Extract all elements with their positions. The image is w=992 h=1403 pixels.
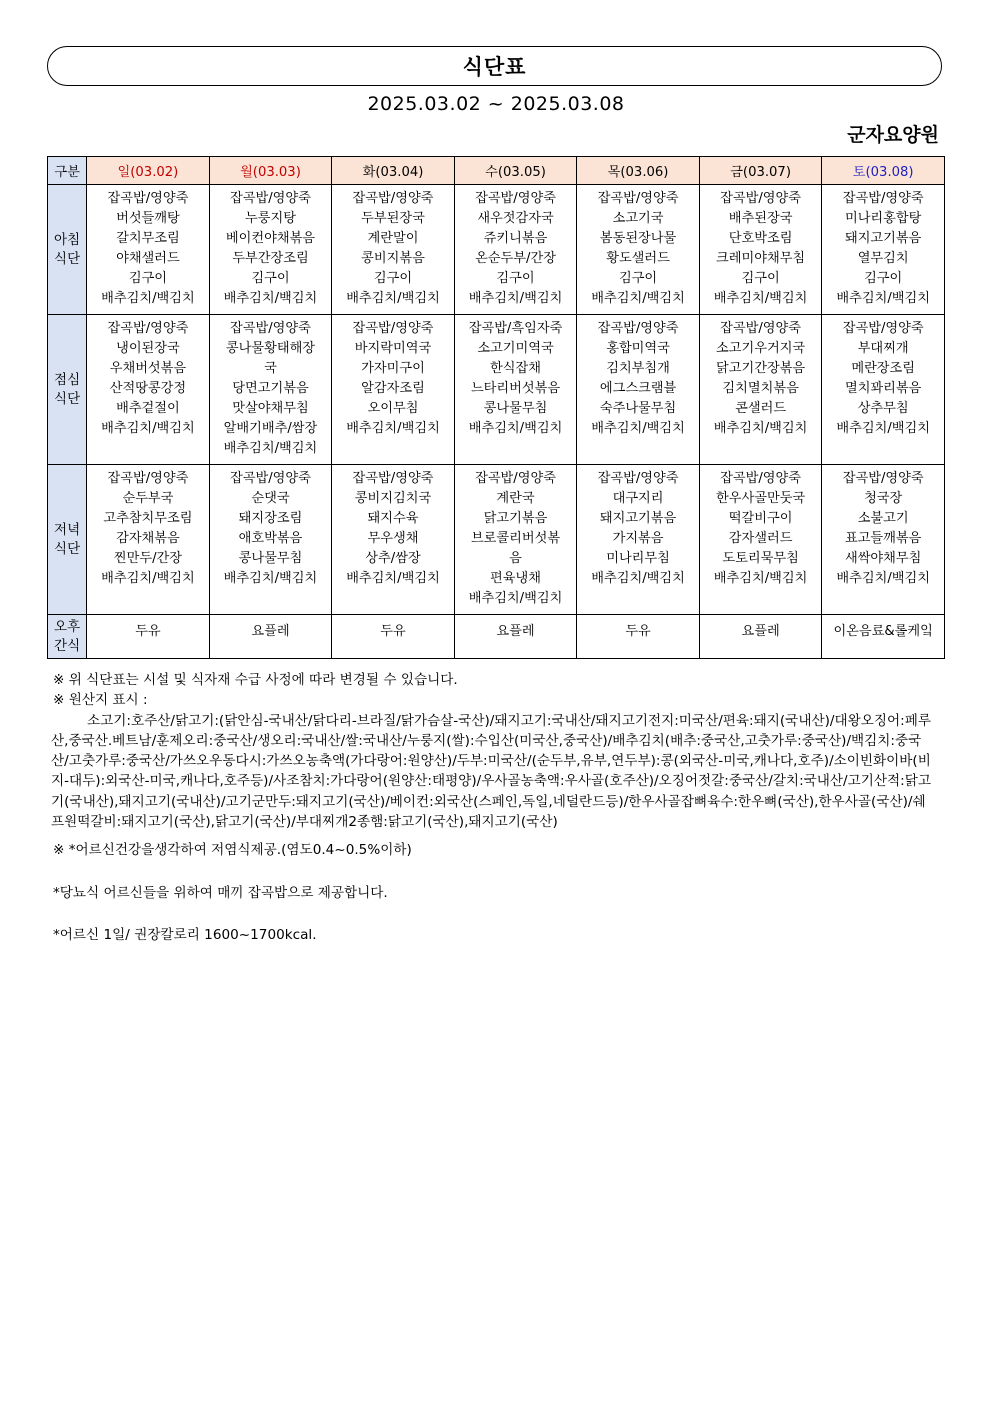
menu-item: 맛살야채무침 (232, 401, 309, 416)
menu-item: 잡곡밥/영양죽 (107, 471, 189, 486)
meal-label (48, 465, 87, 615)
day-header: 수(03.05) (454, 157, 577, 185)
menu-item: 새싹야채무침 (844, 551, 922, 566)
menu-item: 찐만두/간장 (113, 551, 182, 566)
meal-label-line: 식단 (54, 540, 81, 557)
menu-item: 콩나물무침 (238, 551, 303, 566)
menu-item: 잡곡밥/영양죽 (720, 471, 802, 486)
menu-item: 배추김치/백김치 (591, 571, 685, 586)
menu-item: 두유 (380, 624, 406, 639)
menu-item: 산적땅콩강정 (109, 381, 187, 396)
menu-item: 돼지수육 (367, 511, 419, 526)
change-notice: ※ 위 식단표는 시설 및 식자재 수급 사정에 따라 변경될 수 있습니다. (53, 672, 458, 688)
menu-item: 황도샐러드 (606, 251, 670, 266)
menu-item: 콩나물황태해장 (225, 341, 316, 356)
menu-cell (209, 185, 332, 315)
menu-cell (699, 615, 822, 659)
title-banner (47, 46, 942, 86)
menu-cell (332, 185, 455, 315)
menu-item: 요플레 (741, 624, 780, 639)
menu-item: 멸치꽈리볶음 (844, 381, 922, 396)
menu-item: 편육냉채 (490, 571, 542, 586)
meal-label-line: 식단 (54, 390, 81, 407)
menu-item: 알배기배추/쌈장 (223, 421, 318, 436)
menu-item: 음 (509, 551, 522, 566)
menu-item: 배추김치/백김치 (836, 421, 930, 436)
menu-item: 대구지리 (612, 491, 664, 506)
menu-item: 소고기미역국 (477, 341, 554, 356)
menu-item: 브로콜리버섯볶 (470, 531, 561, 546)
menu-item: 잡곡밥/영양죽 (597, 471, 679, 486)
menu-cell (454, 465, 577, 615)
menu-item: 잡곡밥/영양죽 (842, 191, 924, 206)
menu-item: 돼지장조림 (238, 511, 303, 526)
menu-item: 잡곡밥/영양죽 (107, 321, 189, 336)
menu-item: 두유 (135, 624, 161, 639)
menu-cell (577, 315, 700, 465)
menu-item: 콘샐러드 (735, 401, 787, 416)
menu-item: 미나리홍합탕 (844, 211, 922, 226)
menu-item: 이온음료&롤케잌 (833, 624, 933, 639)
menu-item: 봄동된장나물 (599, 231, 677, 246)
menu-item: 잡곡밥/영양죽 (230, 321, 311, 336)
menu-item: 부대찌개 (857, 341, 909, 356)
menu-item: 떡갈비구이 (728, 511, 793, 526)
notes-section (53, 670, 938, 945)
menu-item: 단호박조림 (728, 231, 793, 246)
menu-item: 김구이 (373, 271, 413, 286)
menu-item: 냉이된장국 (116, 341, 180, 356)
menu-item: 미나리무침 (606, 551, 670, 566)
calorie-note: *어르신 1일/ 권장칼로리 1600~1700kcal. (53, 926, 317, 943)
menu-item: 배추김치/백김치 (223, 441, 318, 456)
menu-item: 소고기우거지국 (716, 341, 806, 356)
menu-item: 배추김치/백김치 (223, 571, 318, 586)
menu-cell (209, 465, 332, 615)
day-header: 토(03.08) (822, 157, 945, 185)
menu-item: 표고들깨볶음 (844, 531, 922, 546)
menu-item: 배추된장국 (728, 211, 793, 226)
menu-item: 배추김치/백김치 (836, 291, 930, 306)
meal-label (48, 615, 87, 659)
meal-label (48, 315, 87, 465)
menu-item: 잡곡밥/영양죽 (475, 191, 556, 206)
meal-label-line: 점심 (54, 371, 81, 388)
menu-item: 베이컨야채볶음 (225, 231, 316, 246)
menu-cell (699, 315, 822, 465)
menu-cell (699, 465, 822, 615)
meal-label-line: 오후 (54, 618, 81, 635)
menu-cell (87, 615, 210, 659)
menu-item: 배추김치/백김치 (591, 421, 685, 436)
menu-item: 배추김치/백김치 (468, 291, 563, 306)
day-header: 월(03.03) (209, 157, 332, 185)
day-header: 화(03.04) (332, 157, 455, 185)
corner-label: 구분 (48, 157, 87, 185)
menu-item: 홍합미역국 (606, 341, 670, 356)
menu-item: 누룽지탕 (244, 211, 296, 226)
menu-item: 두부간장조림 (232, 251, 309, 266)
menu-item: 김구이 (618, 271, 658, 286)
menu-cell (454, 615, 577, 659)
menu-cell (822, 315, 945, 465)
menu-item: 가자미구이 (361, 361, 425, 376)
menu-item: 소불고기 (857, 511, 909, 526)
origin-heading: ※ 원산지 표시 : (53, 692, 148, 709)
menu-item: 순두부국 (122, 491, 174, 506)
menu-cell (822, 465, 945, 615)
menu-cell (332, 615, 455, 659)
menu-item: 배추김치/백김치 (346, 291, 440, 306)
menu-item: 메란장조림 (851, 361, 916, 376)
menu-item: 오이무침 (367, 401, 419, 416)
menu-item: 가지볶음 (612, 531, 664, 546)
facility-name: 군자요양원 (847, 124, 939, 146)
menu-cell (332, 315, 455, 465)
menu-item: 상추/쌈장 (365, 551, 421, 566)
menu-item: 배추김치/백김치 (346, 571, 440, 586)
day-header: 일(03.02) (87, 157, 210, 185)
low-salt-note: ※ *어르신건강을생각하여 저염식제공.(염도0.4~0.5%이하) (53, 842, 412, 859)
menu-item: 바지락미역국 (354, 341, 432, 356)
menu-cell (454, 185, 577, 315)
menu-item: 계란말이 (367, 231, 419, 246)
menu-item: 잡곡밥/영양죽 (597, 191, 679, 206)
menu-item: 배추김치/백김치 (223, 291, 318, 306)
menu-item: 잡곡밥/영양죽 (475, 471, 556, 486)
meal-label-line: 식단 (54, 250, 81, 267)
menu-item: 요플레 (251, 624, 290, 639)
menu-item: 우채버섯볶음 (109, 361, 187, 376)
menu-cell (87, 185, 210, 315)
day-header: 목(03.06) (577, 157, 700, 185)
menu-item: 잡곡밥/영양죽 (842, 471, 924, 486)
menu-item: 잡곡밥/영양죽 (352, 471, 434, 486)
menu-item: 콩나물무침 (483, 401, 548, 416)
menu-cell (332, 465, 455, 615)
menu-item: 잡곡밥/영양죽 (720, 321, 802, 336)
menu-cell (699, 185, 822, 315)
menu-item: 쥬키니볶음 (483, 231, 548, 246)
menu-cell (822, 185, 945, 315)
menu-item: 버섯들깨탕 (116, 211, 180, 226)
menu-item: 한식잡채 (490, 361, 542, 376)
menu-item: 김치멸치볶음 (722, 381, 799, 396)
menu-item: 감자채볶음 (116, 531, 180, 546)
menu-cell (209, 615, 332, 659)
menu-item: 두유 (625, 624, 651, 639)
menu-item: 잡곡밥/영양죽 (352, 321, 434, 336)
menu-item: 배추김치/백김치 (836, 571, 930, 586)
menu-item: 닭고기볶음 (483, 511, 548, 526)
menu-item: 에그스크램블 (599, 381, 677, 396)
menu-item: 느타리버섯볶음 (470, 381, 561, 396)
menu-cell (87, 465, 210, 615)
meal-label (48, 185, 87, 315)
menu-item: 배추김치/백김치 (101, 421, 195, 436)
menu-cell (577, 465, 700, 615)
menu-cell (209, 315, 332, 465)
menu-item: 잡곡밥/영양죽 (230, 191, 311, 206)
meal-label-line: 저녁 (54, 521, 81, 538)
menu-item: 잡곡밥/영양죽 (107, 191, 189, 206)
menu-item: 야채샐러드 (116, 251, 180, 266)
menu-item: 배추김치/백김치 (713, 421, 808, 436)
menu-item: 갈치무조림 (116, 231, 180, 246)
menu-item: 국 (264, 361, 277, 376)
menu-item: 김구이 (864, 271, 903, 286)
menu-item: 온순두부/간장 (475, 251, 556, 266)
menu-item: 잡곡밥/영양죽 (352, 191, 434, 206)
menu-item: 크레미야채무침 (716, 251, 806, 266)
breakfast-row (48, 185, 945, 315)
page-title: 식단표 (462, 55, 527, 79)
menu-item: 잡곡밥/흑임자죽 (468, 321, 563, 336)
menu-item: 당면고기볶음 (232, 381, 309, 396)
menu-item: 김구이 (128, 271, 168, 286)
menu-item: 두부된장국 (361, 211, 425, 226)
menu-item: 새우젓감자국 (477, 211, 554, 226)
menu-item: 배추겉절이 (116, 401, 180, 416)
menu-item: 배추김치/백김치 (713, 571, 808, 586)
menu-item: 김구이 (496, 271, 535, 286)
menu-item: 도토리묵무침 (722, 551, 799, 566)
snack-row (48, 615, 945, 659)
menu-cell (454, 315, 577, 465)
menu-item: 숙주나물무침 (599, 401, 677, 416)
menu-item: 배추김치/백김치 (591, 291, 685, 306)
menu-item: 배추김치/백김치 (101, 291, 195, 306)
menu-item: 계란국 (496, 491, 535, 506)
day-header: 금(03.07) (699, 157, 822, 185)
menu-item: 돼지고기볶음 (599, 511, 677, 526)
lunch-row (48, 315, 945, 465)
day-header-row (48, 157, 945, 185)
menu-item: 열무김치 (857, 251, 909, 266)
menu-item: 김구이 (741, 271, 780, 286)
date-range: 2025.03.02 ~ 2025.03.08 (367, 93, 625, 115)
menu-table (47, 156, 945, 659)
menu-item: 한우사골만둣국 (716, 491, 806, 506)
menu-item: 잡곡밥/영양죽 (597, 321, 679, 336)
dinner-row (48, 465, 945, 615)
menu-cell (577, 185, 700, 315)
menu-item: 무우생채 (367, 531, 419, 546)
origin-text: 소고기:호주산/닭고기:(닭안심-국내산/닭다리-브라질/닭가슴살-국산)/돼지고기:국내산/돼지고기전지:미국산/편육:돼지(국내산)/대왕오징어:페루산,중국산.베트남/훈제오리:중국산/생오리:국내산/쌀:국내산/누룽지(쌀):수입산(미국산,중국산)/배추김치(배추:중국산,고춧가루:중국산)/백김치:중국산/고춧가루:중국산/가쓰오우동다시:가쓰오농축액(가다랑어:원양산)/두부:미국산/(순두부,유부,연두부):콩(외국산-미국,캐나다,호주)/소이빈화이바(비지-대두):외국산-미국,캐나다,호주등)/사조참치:가다랑어(원양산:태평양)/우사골농축액:우사골(호주산)/오징어젓갈:중국산/갈치:국내산/고기산적:닭고기(국내산),돼지고기(국내산)/고기군만두:돼지고기(국산)/베이컨:외국산(스페인,독일,네덜란드등)/한우사골잡뼈육수:한우뼈(국산),한우사골(국산)/쉐프원떡갈비:돼지고기(국산),닭고기(국산)/부대찌개2종햄:닭고기(국산),돼지고기(국산) (51, 712, 931, 831)
menu-item: 배추김치/백김치 (101, 571, 195, 586)
menu-item: 순댓국 (251, 491, 290, 506)
menu-item: 콩비지볶음 (361, 251, 425, 266)
menu-item: 김구이 (251, 271, 290, 286)
menu-item: 배추김치/백김치 (346, 421, 440, 436)
menu-item: 잡곡밥/영양죽 (720, 191, 802, 206)
menu-cell (577, 615, 700, 659)
menu-item: 잡곡밥/영양죽 (842, 321, 924, 336)
meal-label-line: 아침 (54, 231, 81, 248)
menu-cell (87, 315, 210, 465)
menu-item: 소고기국 (612, 211, 664, 226)
menu-item: 고추참치무조림 (103, 511, 193, 526)
menu-item: 애호박볶음 (238, 531, 303, 546)
menu-item: 콩비지김치국 (354, 491, 432, 506)
menu-item: 감자샐러드 (728, 531, 793, 546)
menu-item: 김치부침개 (606, 361, 670, 376)
meal-label-line: 간식 (54, 637, 81, 654)
menu-item: 알감자조림 (361, 381, 425, 396)
menu-item: 요플레 (496, 624, 535, 639)
menu-item: 청국장 (864, 491, 903, 506)
diabetic-note: *당뇨식 어르신들을 위하여 매끼 잡곡밥으로 제공합니다. (53, 884, 388, 901)
menu-item: 배추김치/백김치 (713, 291, 808, 306)
menu-item: 돼지고기볶음 (844, 231, 922, 246)
menu-item: 잡곡밥/영양죽 (230, 471, 311, 486)
menu-item: 상추무침 (857, 401, 909, 416)
menu-item: 배추김치/백김치 (468, 591, 563, 606)
menu-item: 배추김치/백김치 (468, 421, 563, 436)
menu-cell (822, 615, 945, 659)
menu-item: 닭고기간장볶음 (716, 361, 806, 376)
